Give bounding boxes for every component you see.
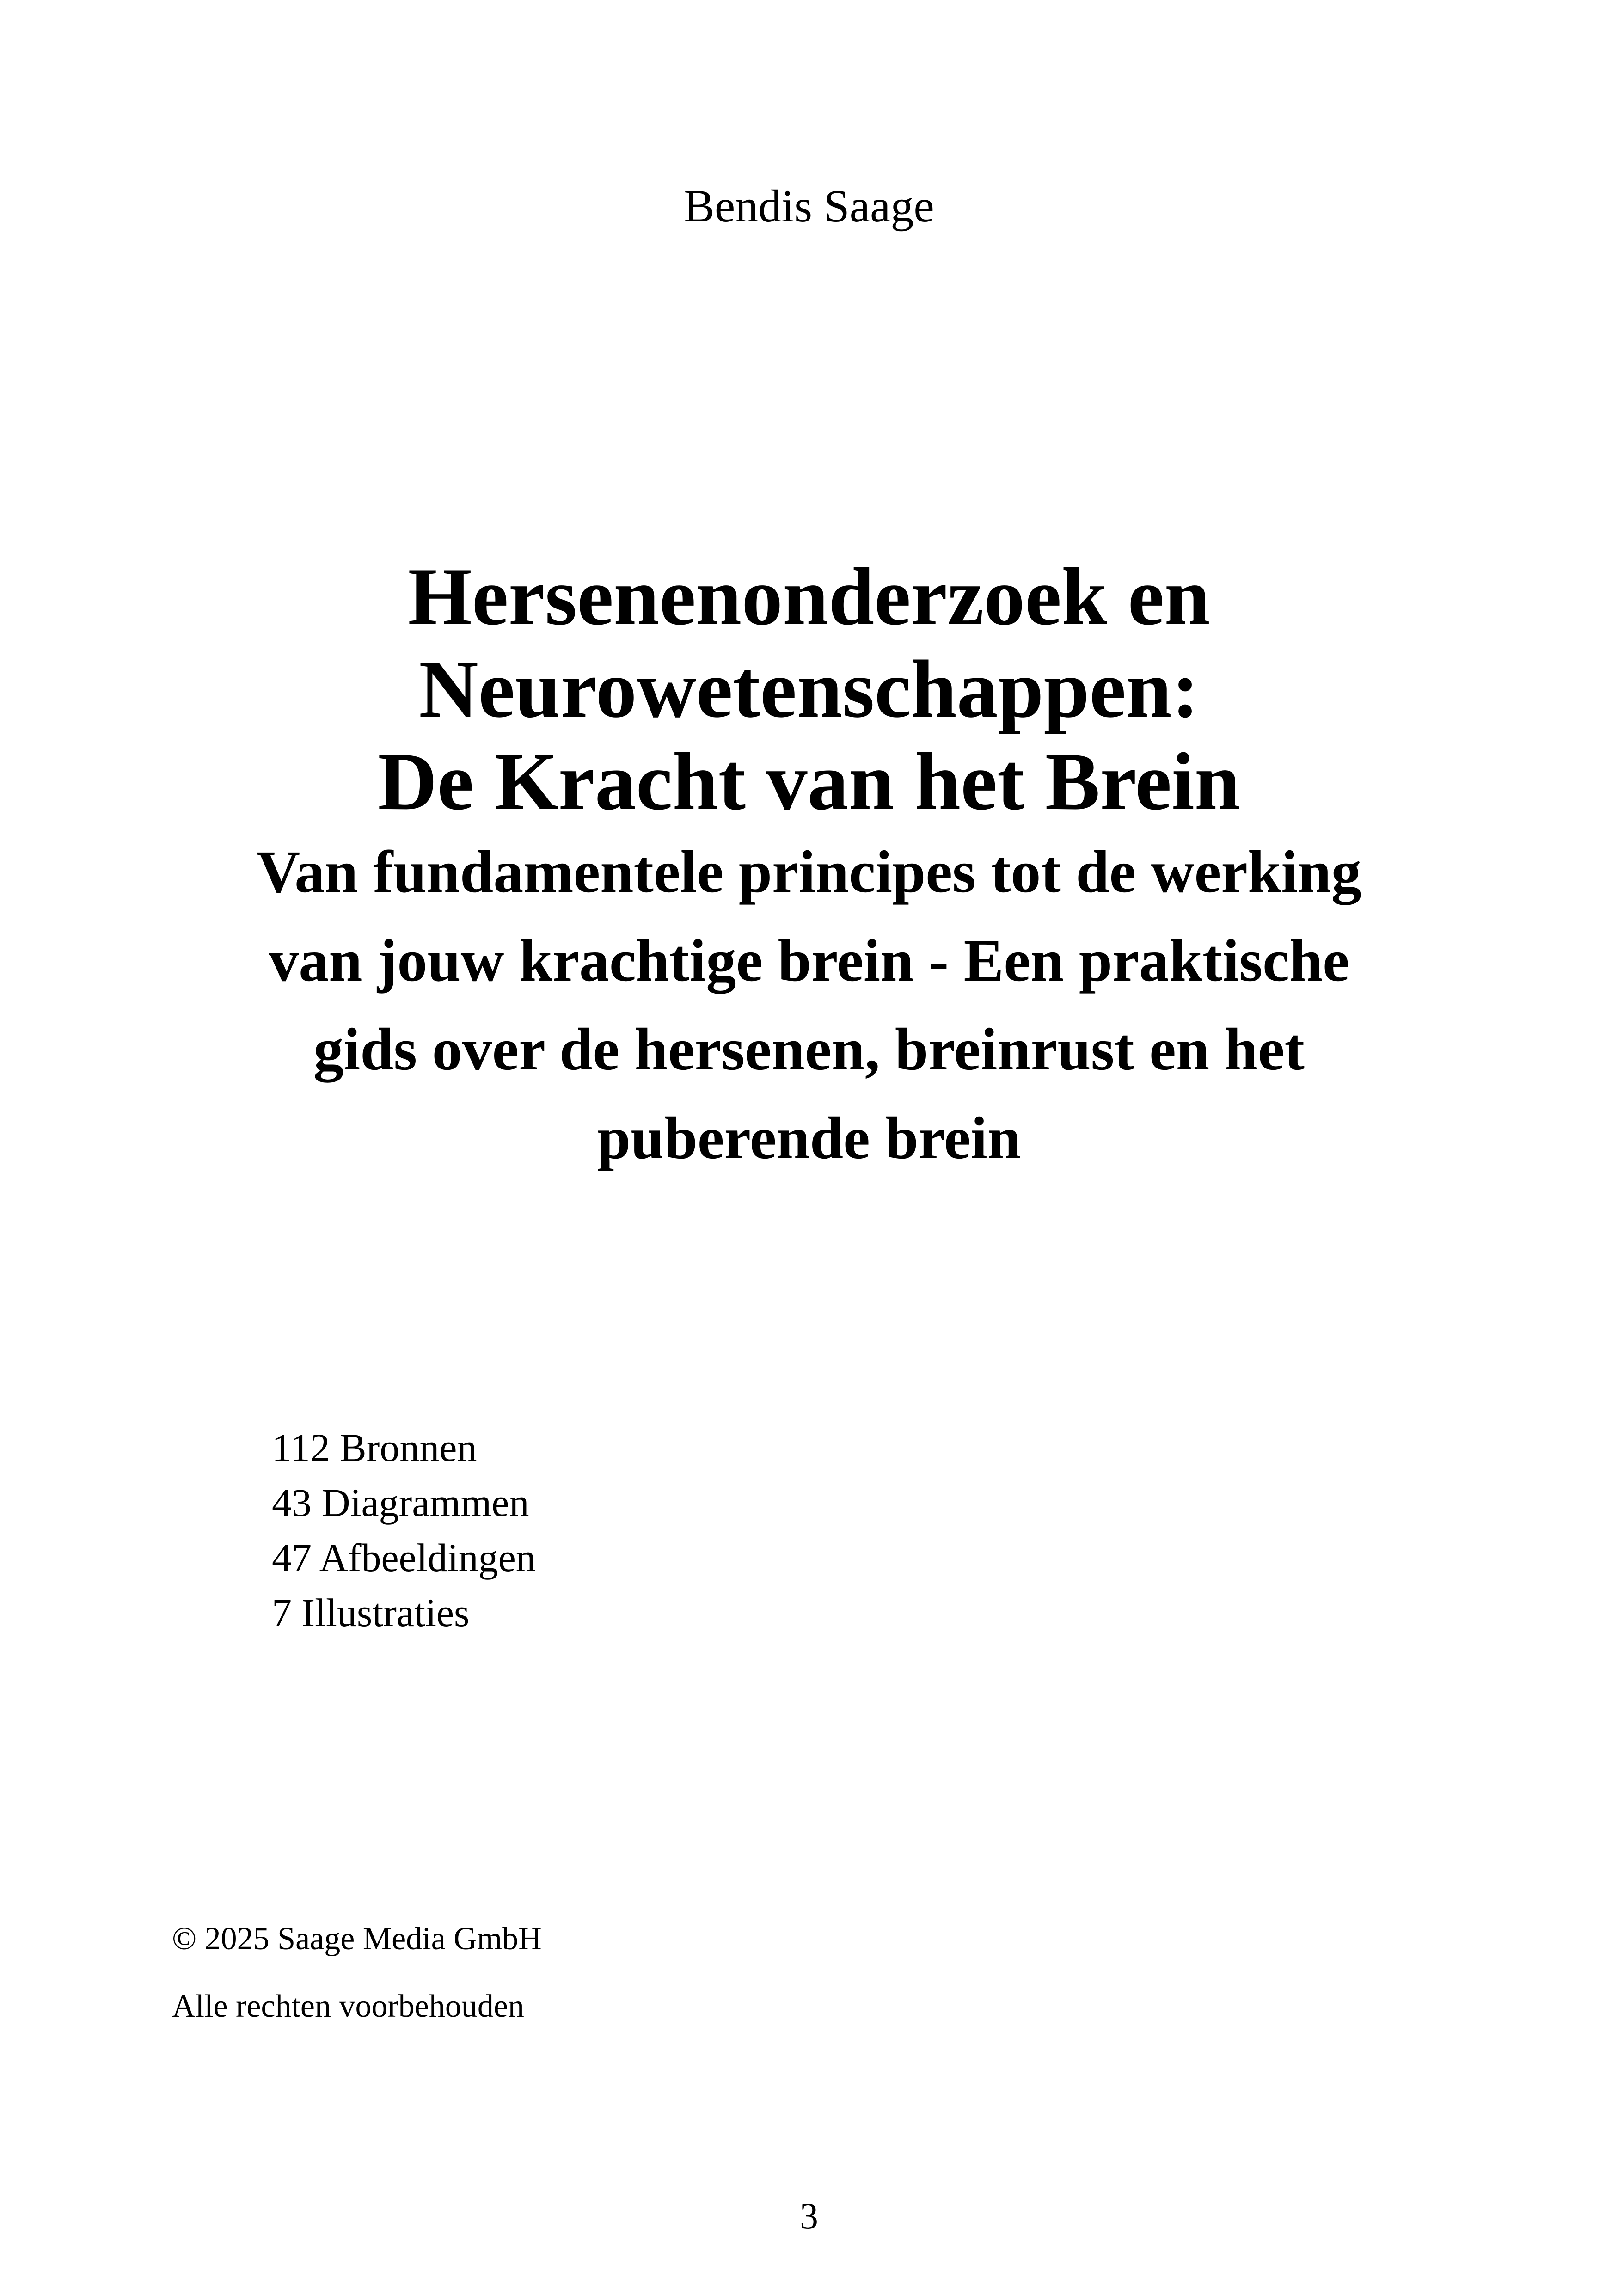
stat-illustrations: 7 Illustraties <box>272 1590 470 1635</box>
subtitle-line-1: Van fundamentele principes tot de werking <box>257 839 1361 905</box>
subtitle-line-4: puberende brein <box>597 1105 1021 1172</box>
title-block <box>0 550 1618 1183</box>
book-stats <box>272 1420 536 1640</box>
title-line-1: Hersenenonderzoek en <box>408 551 1210 642</box>
title-line-2: Neurowetenschappen: <box>419 643 1199 735</box>
subtitle-line-3: gids over de hersenen, breinrust en het <box>313 1016 1305 1083</box>
author-name: Bendis Saage <box>684 180 934 232</box>
stat-sources: 112 Bronnen <box>272 1425 477 1470</box>
title-line-3: De Kracht van het Brein <box>378 736 1240 827</box>
stat-diagrams: 43 Diagrammen <box>272 1480 529 1525</box>
page-number: 3 <box>800 2196 818 2237</box>
stat-images: 47 Afbeeldingen <box>272 1535 536 1580</box>
rights-notice: Alle rechten voorbehouden <box>172 1989 524 2024</box>
copyright-notice: © 2025 Saage Media GmbH <box>172 1921 542 1957</box>
subtitle-line-2: van jouw krachtige brein - Een praktische <box>269 927 1349 994</box>
